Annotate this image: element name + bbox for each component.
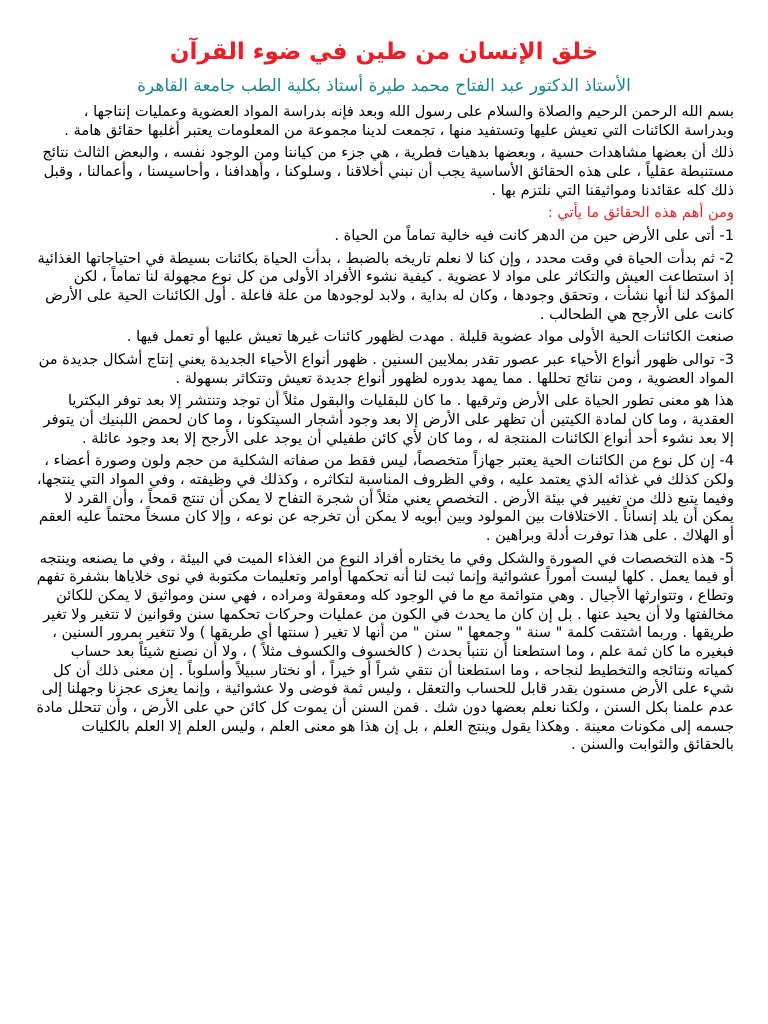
fact-3: 3- توالى ظهور أنواع الأحياء عبر عصور تقدر بملايين السنين . ظهور أنواع الأحياء الجديدة يعني إنتاج أشكال جديدة من المواد العضوية ، ومن نتائج تحللها . مما يمهد بدوره لظهور أنواع جديدة تعيش وتتكاثر بسهولة . (38, 350, 734, 387)
paragraph-observations: ذلك أن بعضها مشاهدات حسية ، وبعضها بدهيات فطرية ، هي جزء من كياننا ومن الوجود نفسه ، والبعض الثالث نتائج مستنبطة عقلياً ، على هذه الحقائق الأساسية يجب أن نبني أخلاقنا ، وسلوكنا ، وأهدافنا ، وأحاسيسنا ، وأعمالنا ، وقبل ذلك كله عقائدنا ومواثيقنا التي نلتزم بها . (42, 144, 734, 199)
paragraph-first-organisms: صنعت الكائنات الحية الأولى مواد عضوية قليلة . مهدت لظهور كائنات غيرها تعيش عليها أو تعمل فيها . (126, 328, 734, 346)
paragraph-evolution: هذا هو معنى تطور الحياة على الأرض وترقيها . ما كان للبقليات والبقول مثلاً أن توجد وتنتشر إلا بعد توفر البكتريا العقدية ، وما كان لمادة الكيتين أن تظهر على الأرض إلا بعد وجود أشجار السيتكونا ، وما كان لحمض اللبنيك أن يتوفر إلا بعد نشوء أحد أنواع الكائنات المنتجة له ، وما كان لأي كائن طفيلي أن يوجد على الأرجح إلا بعد وجود عائلة . (43, 392, 734, 447)
fact-5: 5- هذه التخصصات في الصورة والشكل وفي ما يختاره أفراد النوع من الغذاء الميت في البيئة ، وفي ما يصنعه وينتجه أو فيما يعمل . كلها ليست أموراً عشوائية وإنما ثبت لنا أنه تحكمها أوامر وتعليمات مكتوبة في نوى خلاياها بشفرة تفهم وتطاع ، وتتوارثها الأجيال . وهي متوائمة مع ما في الوجود كله ومعقولة ومراده ، فهي سنن ومواثيق لا يمكن للكائن مخالفتها ولا أن يحيد عنها . بل إن كان ما يحدث في الكون من عمليات وحركات تحكمها سنن وقوانين لا تتغير ولا تغير طريقها . وربما اشتقت كلمة " سنة " وجمعها " سنن " من أنها لا تغير ( سنتها أي طريقها ) ولا تتغير بمرور السنين ، فبغيره ما كان ثمة علم ، وما استطعنا أن نتنبأ بحدث ( كالخسوف والكسوف مثلاً ) ، ولا أن نصنع شيئاً بعد حساب كمياته ونتائجه والتخطيط لنجاحه ، وما استطعنا أن نتقي شراً أو خيراً ، أو نختار سبيلاً وأسلوباً . إن معنى ذلك أن كل شيء على الأرض مسنون بقدر قابل للحساب والتعقل ، وليس ثمة فوضى ولا عشوائية ، وإنما يعزى عجزنا وجهلنا إلى عدم علمنا بكل السنن ، ولكنا نعلم بعضها دون شك . فمن السنن أن يموت كل كائن حي على الأرض ، وأن تتحلل مادة جسمه إلى مكونات معينة . وهكذا يقول وينتج العلم ، بل إن هذا هو معنى العلم ، وليس العلم إلا العلم بالكليات بالحقائق والثوابت والسنن . (36, 549, 734, 754)
document-author: الأستاذ الدكتور عبد الفتاح محمد طيرة أستاذ بكلية الطب جامعة القاهرة (137, 75, 631, 96)
paragraph-intro: بسم الله الرحمن الرحيم والصلاة والسلام على رسول الله وبعد فإنه بدراسة المواد العضوية وعمليات إنتاجها ، وبدراسة الكائنات التي تعيش عليها وتستفيد منها ، تجمعت لدينا مجموعة من المعلومات يعتبر أغلبها حقائق هامة . (64, 102, 734, 139)
fact-2: 2- ثم بدأت الحياة في وقت محدد ، وإن كنا لا نعلم تاريخه بالضبط ، بدأت الحياة بكائنات بسيطة في احتياجاتها الغذائية إذ استطاعت العيش والتكاثر على مواد لا عضوية . كيفية نشوء الأفراد الأولى من كل نوع مجهولة لنا تماماً ، لكن المؤكد لنا أنها نشأت ، وتحقق وجودها ، وكان له بداية ، ولابد لوجودها من علة فاعلة . أول الكائنات الحية على الأرض كانت على الأرجح هي الطحالب . (37, 249, 734, 323)
document-title: خلق الإنسان من طين في ضوء القرآن (169, 39, 599, 65)
fact-1: 1- أتى على الأرض حين من الدهر كانت فيه خالية تماماً من الحياة . (334, 226, 734, 244)
fact-4: 4- إن كل نوع من الكائنات الحية يعتبر جهازاً متخصصاً، ليس فقط من صفاته الشكلية من حجم ولون وصورة أعضاء ، ولكن كذلك في غذائه الذي يعتمد عليه ، وفي الظروف المناسبة لتكاثره ، وكذلك في وظيفته ، وفي المواد التي ينتجها، وفيما يتبع ذلك من تغيير في بيئة الأرض . التخصص يعني مثلاً أن شجرة التفاح لا يمكن أن تنتج قمحاً ، وأن القرد لا يمكن أن يلد إنساناً . الاختلافات بين المولود وبين أبويه لا يمكن أن تخرجه عن نوعه ، وإلا كان مسخاً محتماً عليه العقم أو الهلاك . على هذا توفرت أدلة وبراهين . (36, 452, 734, 544)
facts-heading: ومن أهم هذه الحقائق ما يأتي : (547, 204, 734, 222)
